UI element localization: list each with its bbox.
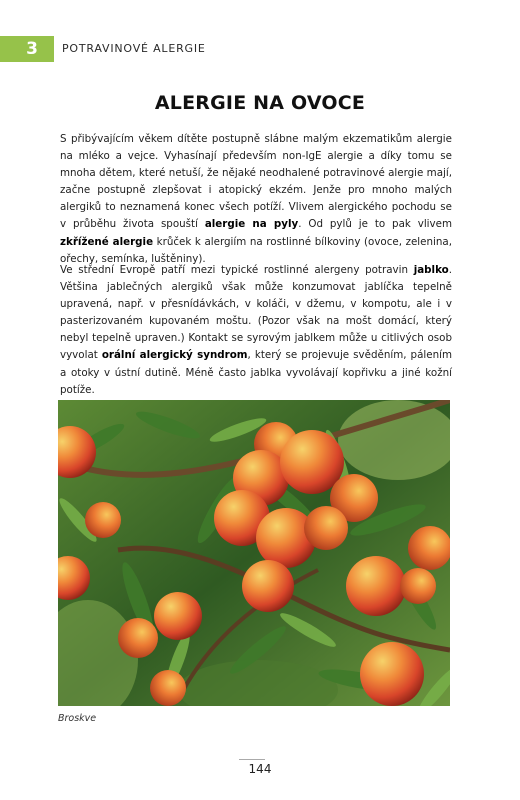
paragraph-1-text-c: krůček k alergiím na rostlinné bílkoviny (ovoce, zelenina, ořechy, semínka, luštěniny).: [60, 235, 453, 265]
paragraph-2-bold-a: jablko: [413, 264, 449, 276]
paragraph-1-bold-a: alergie na pyly: [204, 218, 299, 231]
paragraph-2-text-c: , který se projevuje svěděním, pálením a otoky v ústní dutině. Méně často jablka vyvolávají kopřivku a jiné kožní potíže.: [60, 349, 453, 396]
paragraph-2: [60, 262, 452, 399]
chapter-number: 3: [26, 39, 38, 59]
paragraph-1-bold-b: zkřížené alergie: [60, 235, 154, 248]
running-head: POTRAVINOVÉ ALERGIE: [62, 42, 206, 55]
paragraph-2-bold-b: orální alergický syndrom: [101, 349, 248, 362]
paragraph-2-text-b: . Většina jablečných alergiků však může konzumovat jablíčka tepelně upravená, např. v přesnídávkách, v koláči, v džemu, v kompotu, ale i v pasterizovaném kupovaném moštu. (Pozor však na mošt domácí, který nebyl tepelně upraven.) Kontakt se syrovým jablkem může u citlivých osob vyvolat: [60, 264, 452, 362]
figure-caption: Broskve: [58, 713, 97, 724]
paragraph-1-text-a: S přibývajícím věkem dítěte postupně slábne malým ekzematikům alergie na mléko a vejce. Vyhasínají především non-IgE alergie a díky tomu se mnoha dětem, které netuší, že nějaké neodhalené potravinové alergie mají, začne postupně zlepšovat i atopický ekzém. Jenže pro mnoho malých alergiků to neznamená konec všech potíží. Vlivem alergického pochodu se v průběhu života spouští: [60, 133, 452, 231]
page-number-rule: [239, 759, 265, 760]
paragraph-1: [60, 131, 452, 268]
paragraph-1-text-b: . Od pylů je to pak vlivem: [298, 218, 453, 231]
peach-tree-photo: [58, 400, 450, 706]
page-number: 144: [248, 762, 272, 776]
page-title: ALERGIE NA OVOCE: [154, 92, 366, 114]
paragraph-2-text-a: Ve střední Evropě patří mezi typické rostlinné alergeny potravin: [60, 264, 414, 276]
chapter-number-tab: [0, 36, 54, 62]
